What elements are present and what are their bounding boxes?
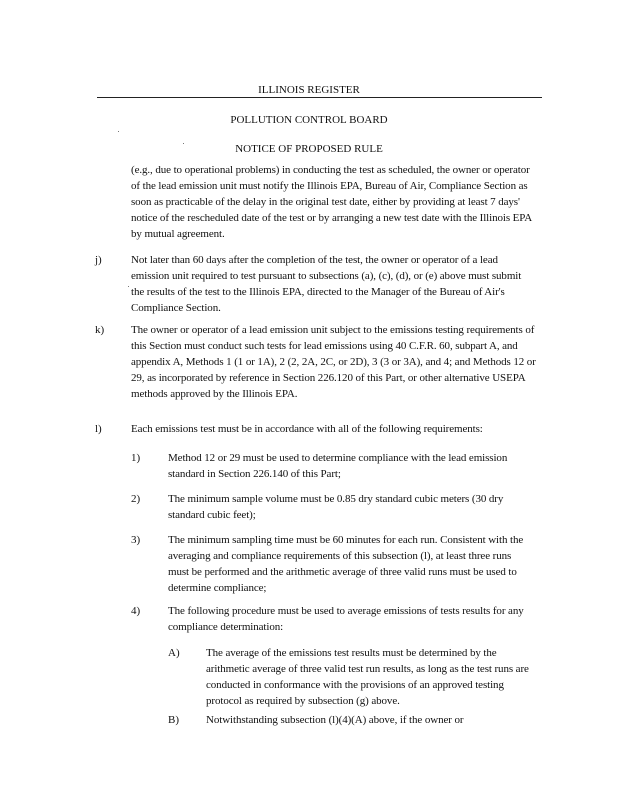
item-3-label: 3) bbox=[131, 534, 141, 546]
continuation-paragraph: (e.g., due to operational problems) in conducting the test as scheduled, the owner or operator of the lead emission unit must notify the Illinois EPA, Bureau of Air, Compliance Section as soon as practicable of the delay in the original test date, either by providing at least 7 days' notice of the rescheduled date of the test or by arranging a new test date with the Illinois EPA by mutual agreement. bbox=[131, 164, 532, 240]
item-4-text: The following procedure must be used to average emissions of tests results for any compliance determination: bbox=[168, 605, 524, 633]
scan-speck bbox=[118, 131, 119, 132]
subitem-a-text: The average of the emissions test results must be determined by the arithmetic average of three valid test run results, as long as the test runs are conducted in conformance with the provisions of an approved testing protocol as required by subsection (g) above. bbox=[206, 647, 529, 707]
item-1-text: Method 12 or 29 must be used to determine compliance with the lead emission standard in Section 226.140 of this Part; bbox=[168, 452, 508, 480]
subitem-a-label: A) bbox=[168, 647, 180, 659]
subitem-b-label: B) bbox=[168, 714, 179, 726]
header-rule bbox=[97, 97, 542, 98]
section-l-text: Each emissions test must be in accordance with all of the following requirements: bbox=[131, 423, 483, 435]
subitem-b-text: Notwithstanding subsection (l)(4)(A) above, if the owner or bbox=[206, 714, 464, 726]
item-3-text: The minimum sampling time must be 60 minutes for each run. Consistent with the averaging and compliance requirements of this subsection (l), at least three runs must be performed and the arithmetic average of three valid runs must be used to determine compliance; bbox=[168, 534, 524, 594]
register-title: ILLINOIS REGISTER bbox=[258, 84, 360, 96]
section-j-label: j) bbox=[95, 254, 102, 266]
item-2-label: 2) bbox=[131, 493, 141, 505]
section-k-label: k) bbox=[95, 324, 105, 336]
board-title: POLLUTION CONTROL BOARD bbox=[230, 114, 388, 126]
scan-speck bbox=[128, 286, 129, 287]
section-k-text: The owner or operator of a lead emission unit subject to the emissions testing requirements of this Section must conduct such tests for lead emissions using 40 C.F.R. 60, subpart A, and appendix A, Methods 1 (1 or 1A), 2 (2, 2A, 2C, or 2D), 3 (3 or 3A), and 4; and Methods 12 or 29, as incorporated by reference in Section 226.120 of this Part, or other alternative USEPA methods approved by the Illinois EPA. bbox=[131, 324, 536, 400]
section-l-label: l) bbox=[95, 423, 102, 435]
item-2-text: The minimum sample volume must be 0.85 dry standard cubic meters (30 dry standard cubic feet); bbox=[168, 493, 504, 521]
section-j-text: Not later than 60 days after the completion of the test, the owner or operator of a lead emission unit required to test pursuant to subsections (a), (c), (d), or (e) above must submit the results of the test to the Illinois EPA, directed to the Manager of the Bureau of Air's Compliance Section. bbox=[131, 254, 522, 314]
scan-speck bbox=[183, 143, 184, 144]
item-4-label: 4) bbox=[131, 605, 141, 617]
item-1-label: 1) bbox=[131, 452, 141, 464]
notice-title: NOTICE OF PROPOSED RULE bbox=[235, 143, 383, 155]
